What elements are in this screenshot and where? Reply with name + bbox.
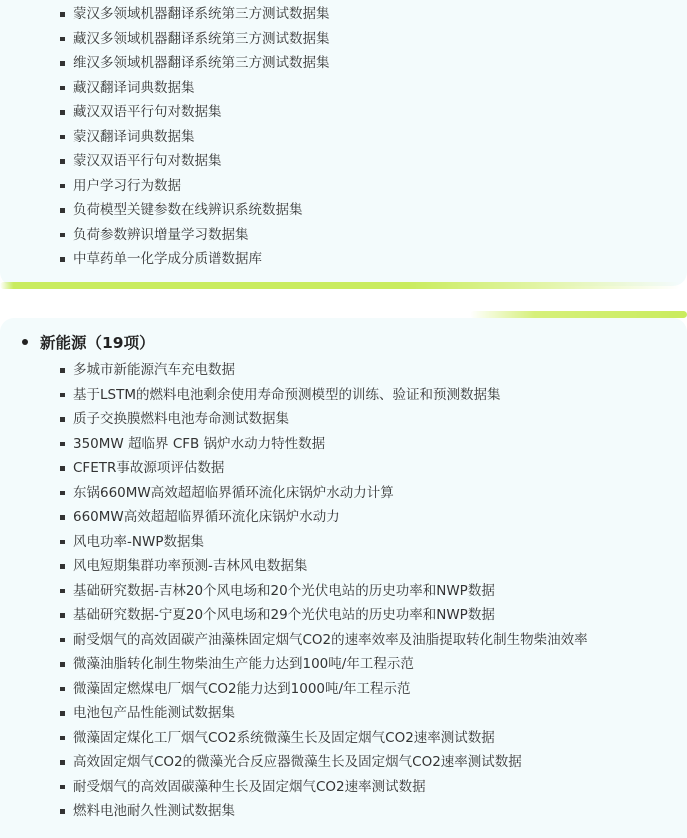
list-item: 耐受烟气的高效固碳产油藻株固定烟气CO2的速率效率及油脂提取转化制生物柴油效率	[60, 628, 588, 653]
section-title: 新能源（19项）	[40, 334, 155, 352]
list-item: 蒙汉多领域机器翻译系统第三方测试数据集	[60, 2, 330, 27]
list-item: 东锅660MW高效超超临界循环流化床锅炉水动力计算	[60, 481, 588, 506]
list-item: CFETR事故源项评估数据	[60, 456, 588, 481]
list-item: 藏汉双语平行句对数据集	[60, 100, 330, 125]
list-item: 基础研究数据-吉林20个风电场和20个光伏电站的历史功率和NWP数据	[60, 579, 588, 604]
list-item: 电池包产品性能测试数据集	[60, 701, 588, 726]
list-item: 350MW 超临界 CFB 锅炉水动力特性数据	[60, 432, 588, 457]
list-item: 耐受烟气的高效固碳藻种生长及固定烟气CO2速率测试数据	[60, 775, 588, 800]
list-item: 藏汉翻译词典数据集	[60, 76, 330, 101]
list-item: 质子交换膜燃料电池寿命测试数据集	[60, 407, 588, 432]
section-divider-left	[0, 282, 680, 289]
list-item: 蒙汉双语平行句对数据集	[60, 149, 330, 174]
list-item: 微藻固定煤化工厂烟气CO2系统微藻生长及固定烟气CO2速率测试数据	[60, 726, 588, 751]
list-item: 蒙汉翻译词典数据集	[60, 125, 330, 150]
list-item: 基础研究数据-宁夏20个风电场和29个光伏电站的历史功率和NWP数据	[60, 603, 588, 628]
list-item: 660MW高效超超临界循环流化床锅炉水动力	[60, 505, 588, 530]
list-item: 中草药单一化学成分质谱数据库	[60, 247, 330, 272]
list-item: 高效固定烟气CO2的微藻光合反应器微藻生长及固定烟气CO2速率测试数据	[60, 750, 588, 775]
list-item: 负荷参数辨识增量学习数据集	[60, 223, 330, 248]
list-item: 用户学习行为数据	[60, 174, 330, 199]
dataset-list-new-energy	[60, 358, 588, 824]
list-item: 藏汉多领域机器翻译系统第三方测试数据集	[60, 27, 330, 52]
list-item: 风电短期集群功率预测-吉林风电数据集	[60, 554, 588, 579]
list-item: 多城市新能源汽车充电数据	[60, 358, 588, 383]
list-item: 风电功率-NWP数据集	[60, 530, 588, 555]
bullet-icon	[22, 339, 28, 345]
section-divider-right	[470, 311, 687, 318]
list-item: 微藻固定燃煤电厂烟气CO2能力达到1000吨/年工程示范	[60, 677, 588, 702]
list-item: 负荷模型关键参数在线辨识系统数据集	[60, 198, 330, 223]
list-item: 维汉多领域机器翻译系统第三方测试数据集	[60, 51, 330, 76]
list-item: 基于LSTM的燃料电池剩余使用寿命预测模型的训练、验证和预测数据集	[60, 383, 588, 408]
section-heading	[22, 330, 155, 356]
list-item: 燃料电池耐久性测试数据集	[60, 799, 588, 824]
dataset-list-top	[60, 2, 330, 272]
list-item: 微藻油脂转化制生物柴油生产能力达到100吨/年工程示范	[60, 652, 588, 677]
